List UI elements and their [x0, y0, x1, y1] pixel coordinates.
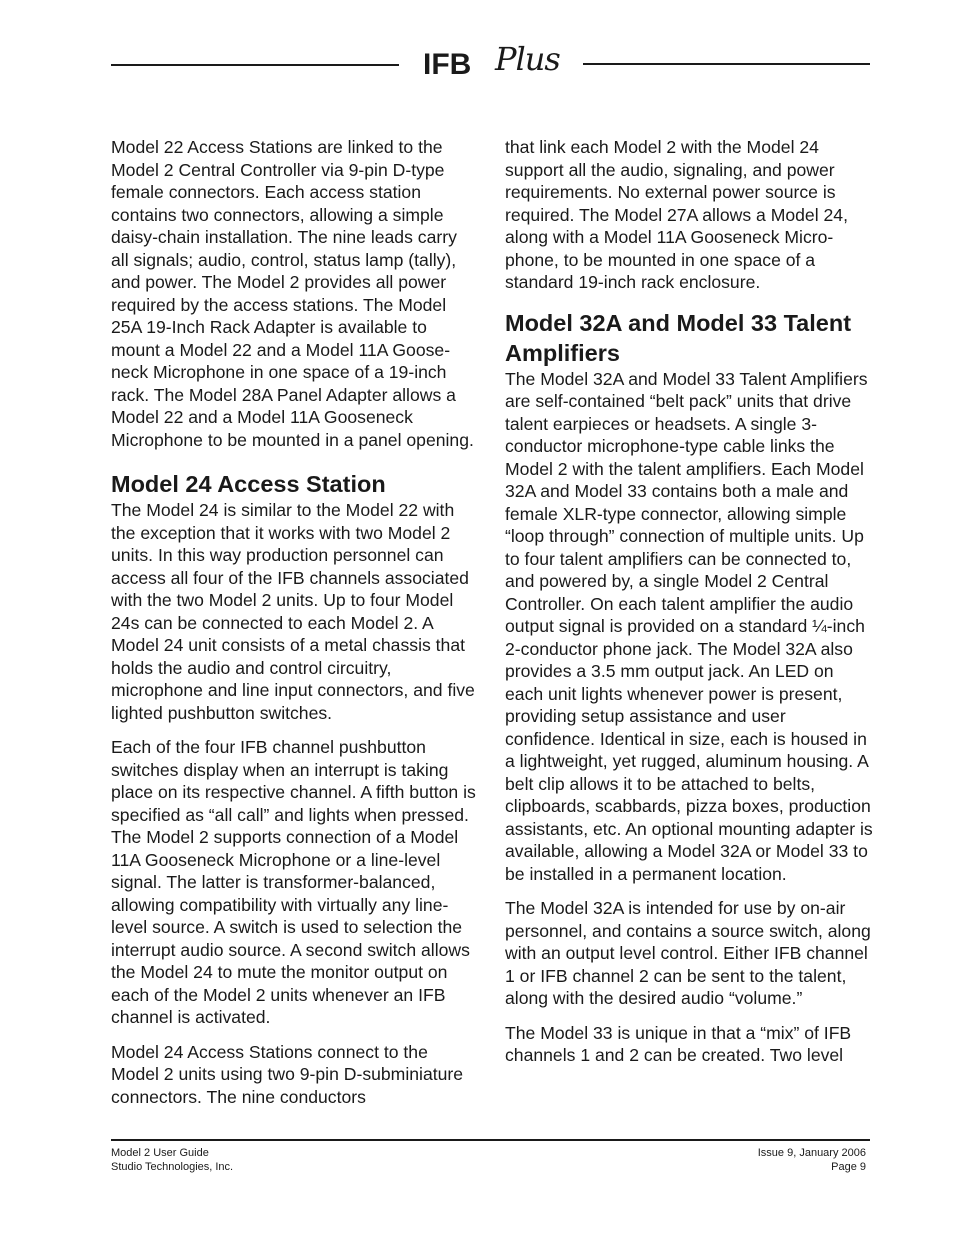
header-rule-right: [583, 63, 870, 65]
logo-main-text: IFB: [423, 48, 472, 81]
left-paragraph-3: Each of the four IFB channel pushbutton switches display when an interrupt is taking place on its respective channel. A fifth button is specified as “all call” and lights when pressed. The Model 2 supports connection of a Model 11A Gooseneck Microphone or a line-level signal. The latter is transformer-balanced, allowing compatibility with virtually any line-level source. A switch is used to selection the interrupt audio source. A second switch allows the Model 24 to mute the monitor output on each of the Model 2 units whenever an IFB channel is activated.: [111, 737, 476, 1027]
right-paragraph-1: that link each Model 2 with the Model 24 support all the audio, signaling, and power requirements. No external power source is required. The Model 27A allows a Model 24, along with a Model 11A Gooseneck Microphone, to be mounted in one space of a standard 19-inch rack enclosure.: [505, 137, 848, 292]
footer-page-number: Page 9: [831, 1161, 866, 1173]
footer-issue: Issue 9, January 2006: [757, 1147, 866, 1159]
logo-script-text: Plus: [495, 40, 560, 78]
right-column: [505, 136, 873, 1079]
heading-model-24: Model 24 Access Station: [111, 471, 386, 497]
left-paragraph-4: Model 24 Access Stations connect to the Model 2 units using two 9-pin D-subminiature connectors. The nine conductors: [111, 1041, 464, 1107]
footer-company: Studio Technologies, Inc.: [111, 1161, 234, 1173]
heading-model-32a-33: Model 32A and Model 33 Talent Amplifiers: [505, 309, 852, 366]
footer-rule: [111, 1139, 870, 1141]
right-paragraph-2: The Model 32A and Model 33 Talent Amplifiers are self-contained “belt pack” units that drive talent earpieces or headsets. A single 3-conductor microphone-type cable links the Model 2 with the talent amplifiers. Each Model 32A and Model 33 contains both a male and female XLR-type connector, allowing simple “loop through” connection of multiple units. Up to four talent amplifiers can be connected to, and powered by, a single Model 2 Central Controller. On each talent amplifier the audio output signal is provided on a standard ¼-inch 2-conductor phone jack. The Model 32A also provides a 3.5 mm output jack. An LED on each unit lights whenever power is present, providing setup assistance and user confidence. Identical in size, each is housed in a lightweight, yet rugged, aluminum housing. A belt clip allows it to be attached to belts, clipboards, scabbards, pizza boxes, production assistants, etc. An optional mounting adapter is available, allowing a Model 32A or Model 33 to be installed in a permanent location.: [505, 368, 873, 884]
right-paragraph-3: The Model 32A is intended for use by on-air personnel, and contains a source switch, along with an output level control. Either IFB channel 1 or IFB channel 2 can be sent to the talent, along with the desired audio “volume.”: [505, 898, 871, 1008]
footer-left: [111, 1146, 233, 1174]
left-column: [111, 136, 479, 1120]
right-paragraph-4: The Model 33 is unique in that a “mix” of IFB channels 1 and 2 can be created. Two level: [505, 1022, 852, 1065]
footer-guide-title: Model 2 User Guide: [111, 1147, 209, 1159]
left-paragraph-2: The Model 24 is similar to the Model 22 with the exception that it works with two Model 2 units. In this way production personnel can access all four of the IFB channels associated with the two Model 2 units. Up to four Model 24s can be connected to each Model 2. A Model 24 unit consists of a metal chassis that holds the audio and control circuitry, microphone and line input connectors, and five lighted pushbutton switches.: [111, 500, 475, 723]
ifb-plus-logo: [423, 42, 568, 86]
header-rule-left: [111, 64, 399, 66]
footer-right: [758, 1146, 866, 1174]
left-paragraph-1: Model 22 Access Stations are linked to the Model 2 Central Controller via 9-pin D-type female connectors. Each access station contains two connectors, allowing a simple daisy-chain installation. The nine leads carry all signals; audio, control, status lamp (tally), and power. The Model 2 provides all power required by the access stations. The Model 25A 19-Inch Rack Adapter is available to mount a Model 22 and a Model 11A Gooseneck Microphone in one space of a 19-inch rack. The Model 28A Panel Adapter allows a Model 22 and a Model 11A Gooseneck Microphone to be mounted in a panel opening.: [111, 137, 474, 450]
